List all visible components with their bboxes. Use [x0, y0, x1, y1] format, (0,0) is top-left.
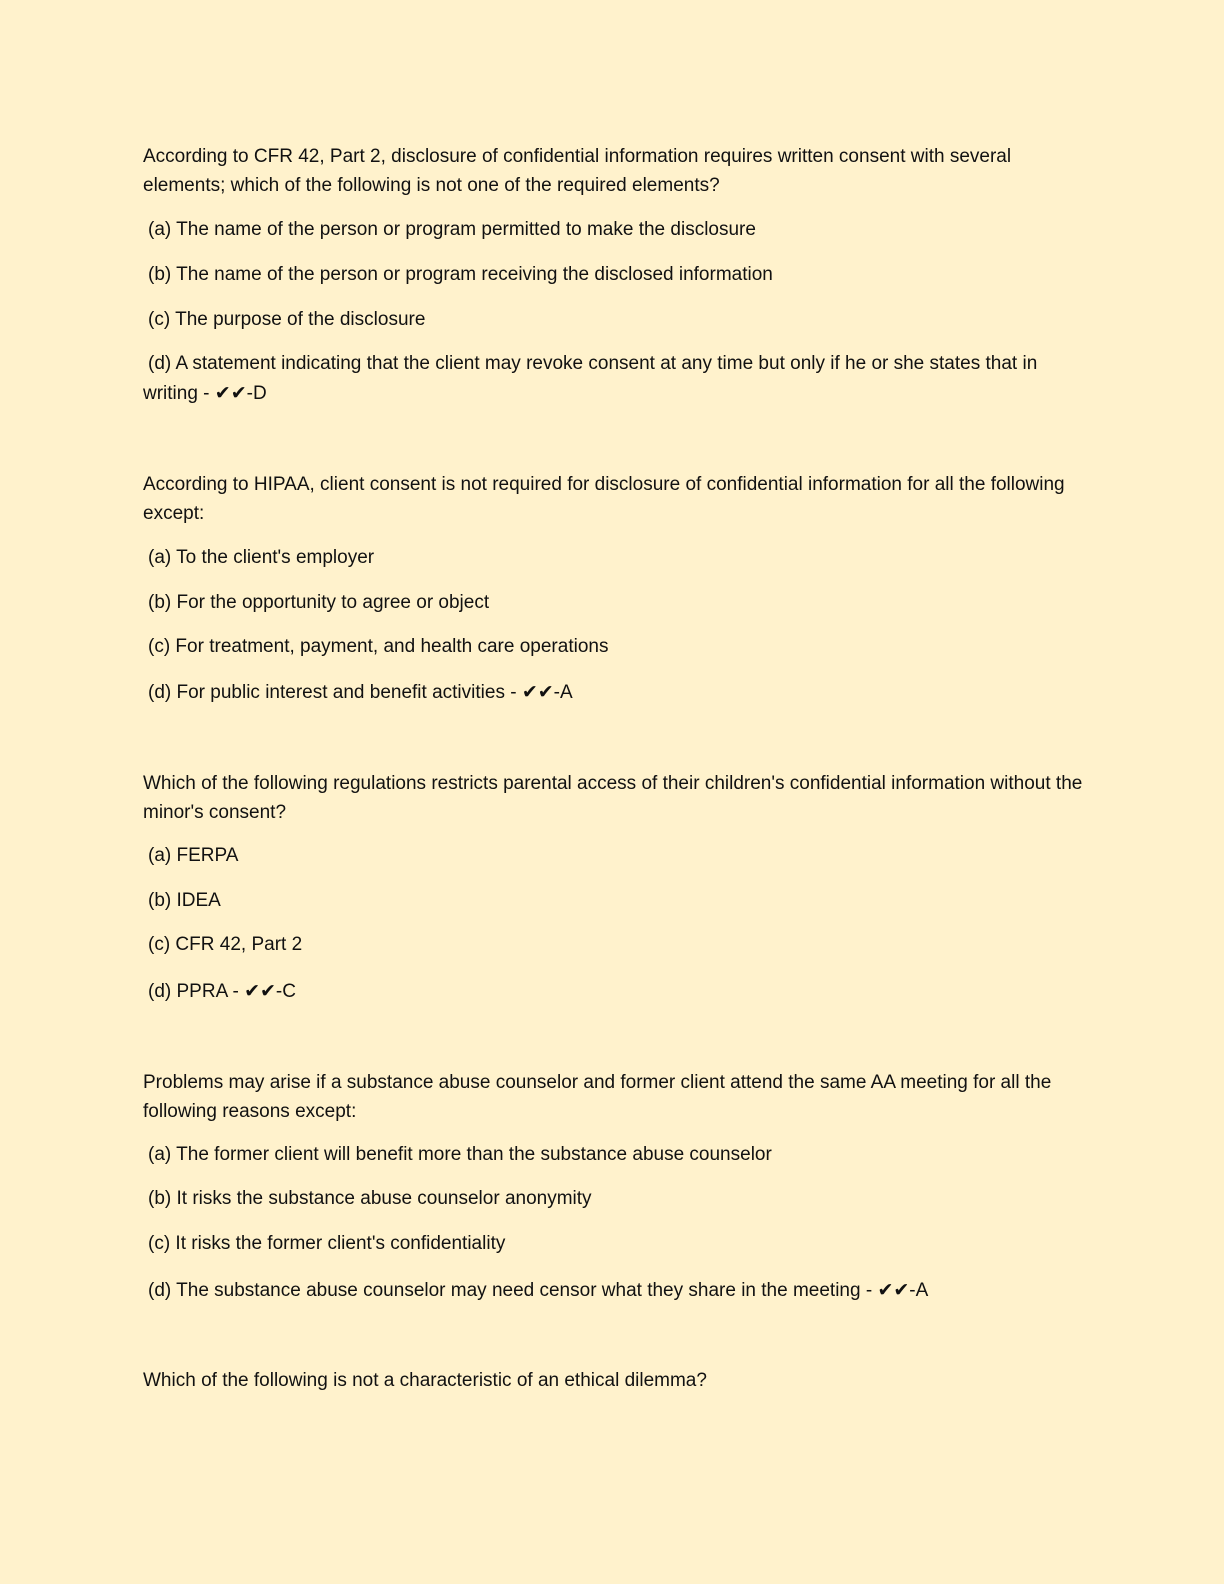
question-3-option-b: (b) IDEA [148, 890, 221, 911]
question-3-option-c: (c) CFR 42, Part 2 [148, 934, 303, 955]
question-2-option-b: (b) For the opportunity to agree or object [148, 592, 490, 613]
question-2-option-a: (a) To the client's employer [148, 547, 375, 568]
question-2-option-d: (d) For public interest and benefit activities - ✔✔-A [148, 682, 573, 703]
question-2-option-c: (c) For treatment, payment, and health care operations [148, 636, 609, 657]
question-4-option-c: (c) It risks the former client's confidentiality [148, 1233, 506, 1254]
question-1-option-b: (b) The name of the person or program receiving the disclosed information [148, 264, 773, 285]
question-1-text: According to CFR 42, Part 2, disclosure of confidential information requires written consent with several elements; which of the following is not one of the required elements? [143, 146, 1012, 196]
question-3-text: Which of the following regulations restricts parental access of their children's confidential information without the minor's consent? [143, 773, 1083, 823]
question-2-text: According to HIPAA, client consent is not required for disclosure of confidential information for all the following except: [143, 474, 1065, 524]
question-5-text: Which of the following is not a characteristic of an ethical dilemma? [143, 1370, 707, 1391]
question-4-text: Problems may arise if a substance abuse counselor and former client attend the same AA meeting for all the following reasons except: [143, 1072, 1052, 1122]
question-4-option-d: (d) The substance abuse counselor may need censor what they share in the meeting - ✔✔-A [148, 1280, 929, 1301]
question-4-option-a: (a) The former client will benefit more than the substance abuse counselor [148, 1144, 772, 1165]
question-1-option-a: (a) The name of the person or program permitted to make the disclosure [148, 219, 756, 240]
question-3-option-d: (d) PPRA - ✔✔-C [148, 981, 296, 1002]
question-1-option-c: (c) The purpose of the disclosure [148, 309, 426, 330]
question-3-option-a: (a) FERPA [148, 845, 239, 866]
question-4-option-b: (b) It risks the substance abuse counselor anonymity [148, 1188, 592, 1209]
question-1-option-d: (d) A statement indicating that the client may revoke consent at any time but only if he or she states that in writing - ✔✔-D [143, 353, 1038, 404]
